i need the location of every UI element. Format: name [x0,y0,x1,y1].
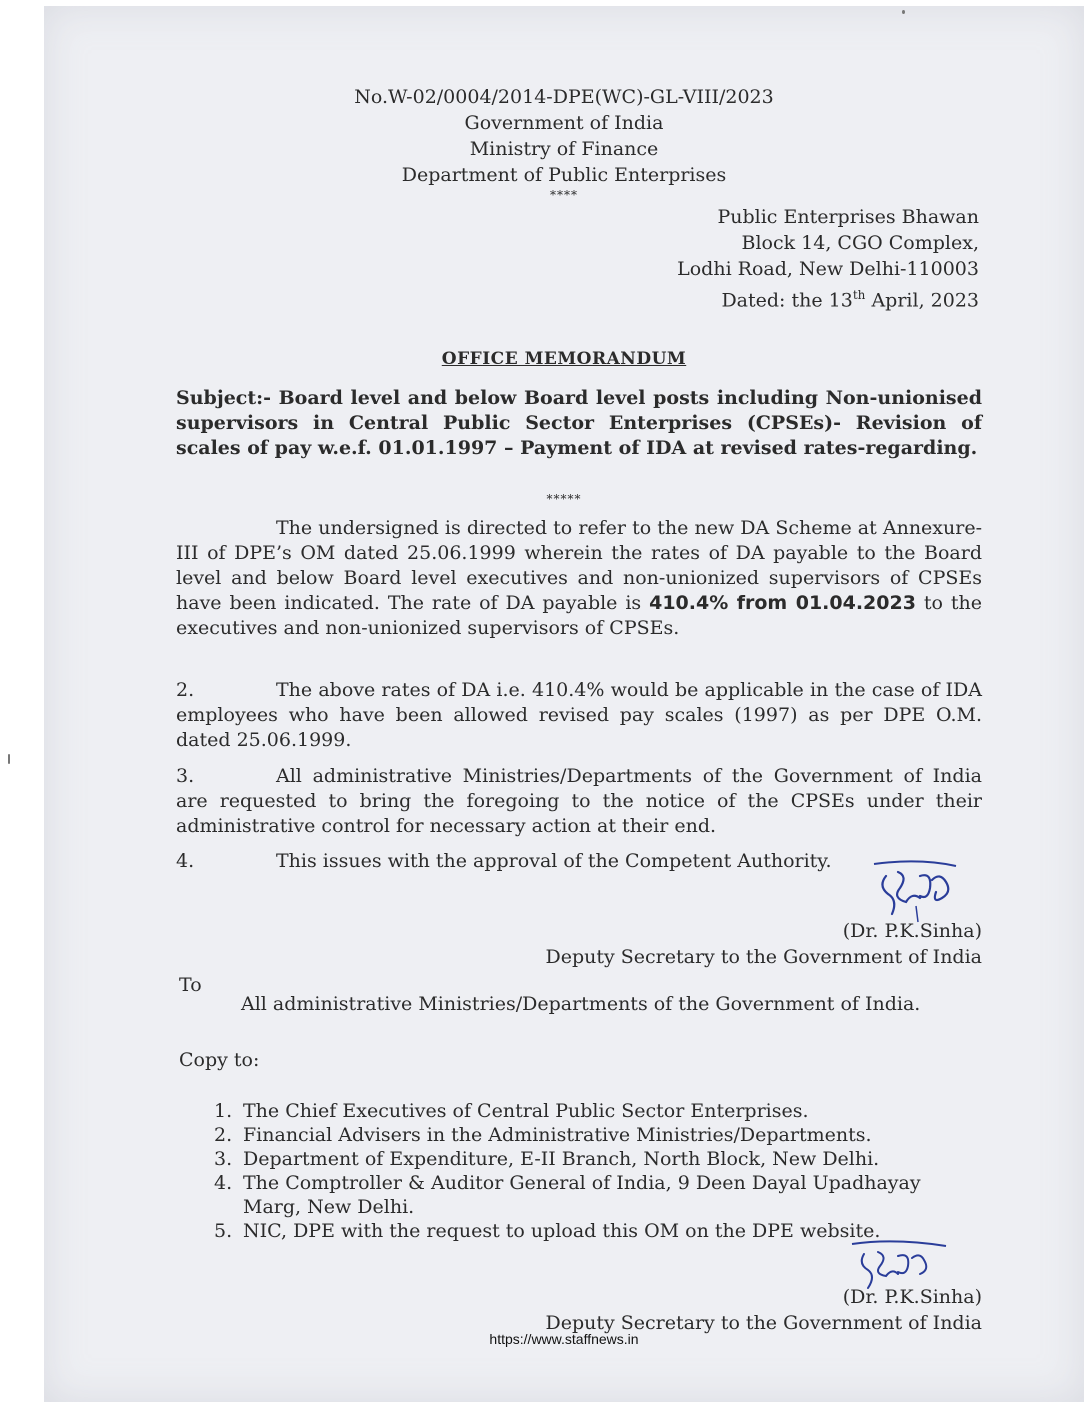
list-item: 3. Department of Expenditure, E-II Branch, North Block, New Delhi. [214,1148,880,1170]
reference-number: No.W-02/0004/2014-DPE(WC)-GL-VIII/2023 [354,86,774,108]
da-rate-highlight: 410.4% from 01.04.2023 [649,592,916,614]
address-line-1: Public Enterprises Bhawan [717,206,979,228]
to-label: To [179,974,202,996]
letterhead [44,84,1084,202]
ministry-name: Ministry of Finance [469,138,659,160]
copy-to-list [214,1099,984,1243]
list-item: 4. The Comptroller & Auditor General of India, 9 Deen Dayal Upadhayay Marg, New Delhi. [214,1172,921,1218]
signatory-designation-2: Deputy Secretary to the Government of India [545,1312,982,1334]
memo-title: OFFICE MEMORANDUM [441,349,687,369]
signatory-name: (Dr. P.K.Sinha) [842,920,982,942]
scan-speck [902,10,905,14]
office-address [677,204,979,313]
to-recipient: All administrative Ministries/Departments of the Government of India. [241,993,921,1015]
copy-to-label: Copy to: [179,1049,260,1071]
signatory-name-2: (Dr. P.K.Sinha) [842,1286,982,1308]
paragraph-2: 2. The above rates of DA i.e. 410.4% would be applicable in the case of IDA employees who have been allowed revised pay scales (1997) as per DPE O.M. dated 25.06.1999. [176,679,982,751]
signatory-designation: Deputy Secretary to the Government of India [545,946,982,968]
list-item: 1. The Chief Executives of Central Public Sector Enterprises. [214,1100,809,1122]
signature-image [824,846,1004,931]
government-name: Government of India [464,112,664,134]
footer-url: https://www.staffnews.in [489,1331,639,1347]
paragraph-3: 3. All administrative Ministries/Departments of the Government of India are requested to bring the foregoing to the notice of the CPSEs under their administrative control for necessary action at their end. [176,765,982,837]
scan-mark [8,754,10,764]
department-name: Department of Public Enterprises [401,164,727,186]
header-stars: **** [550,188,578,202]
list-item: 2. Financial Advisers in the Administrative Ministries/Departments. [214,1124,872,1146]
subject-stars: ***** [546,492,582,506]
memo-date: Dated: the 13th April, 2023 [721,288,979,312]
paragraph-4: 4. This issues with the approval of the Competent Authority. [176,850,832,872]
document-page [44,6,1084,1402]
address-line-3: Lodhi Road, New Delhi-110003 [677,258,979,280]
memo-subject: Subject:- Board level and below Board level posts including Non-unionised supervisors in Central Public Sector Enterprises (CPSEs)- Revision of scales of pay w.e.f. 01.01.1997 – Payment of IDA at revised rates-regarding. [176,387,982,459]
paragraph-1: The undersigned is directed to refer to the new DA Scheme at Annexure-III of DPE’s OM dated 25.06.1999 wherein the rates of DA payable to the Board level and below Board level executives and non-unionized supervisors of CPSEs have been indicated. The rate of DA payable is 410.4% from 01.04.2023 to the executives and non-unionized supervisors of CPSEs. [176,517,982,639]
address-line-2: Block 14, CGO Complex, [741,232,979,254]
list-item: 5. NIC, DPE with the request to upload this OM on the DPE website. [214,1220,881,1242]
